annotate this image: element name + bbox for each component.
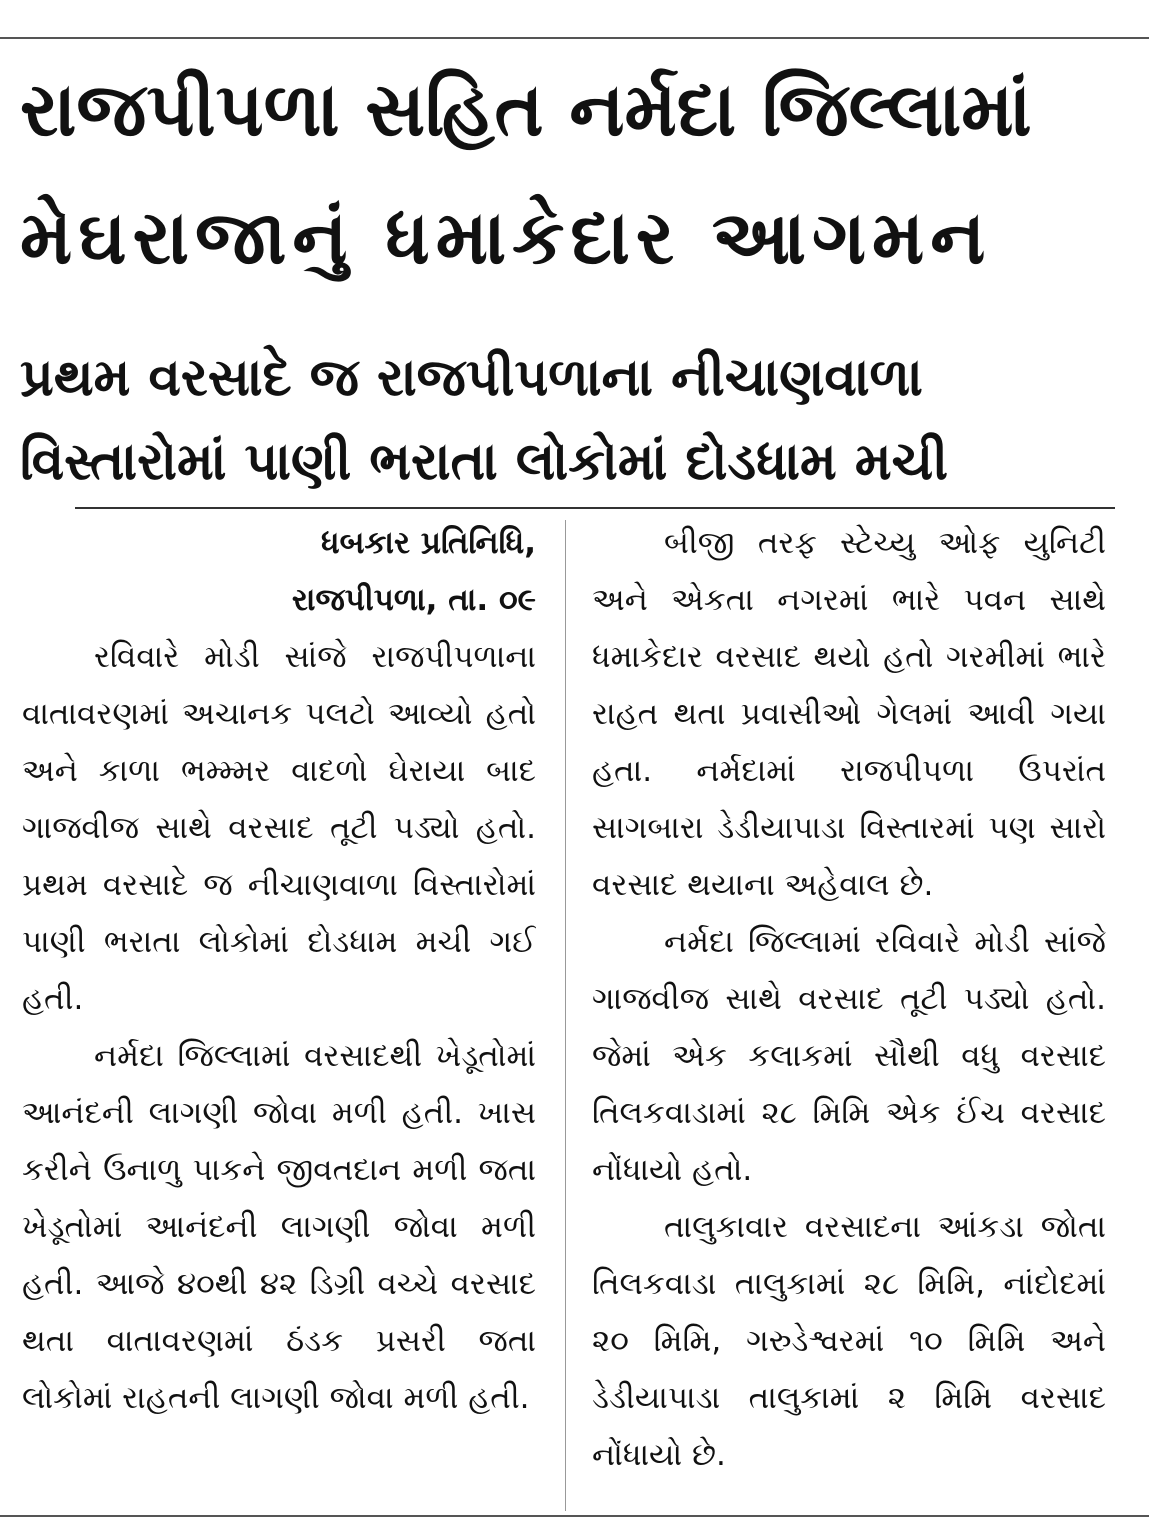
subheadline-line-1: પ્રથમ વરસાદે જ રાજપીપળાના નીચાણવાળા (20, 348, 923, 408)
byline-dateline: રાજપીપળા, તા. ૦૯ (291, 582, 536, 618)
byline-reporter: ધબકાર પ્રતિનિધિ, (321, 525, 536, 561)
headline-line-2: મેઘરાજાનું ધમાકેદાર આગમન (20, 195, 992, 281)
article-paragraph: રવિવારે મોડી સાંજે રાજપીપળાના વાતાવરણમાં અચાનક પલટો આવ્યો હતો અને કાળા ભમ્મ્મર વાદળો ઘેરાયા બાદ ગાજવીજ સાથે વરસાદ તૂટી પડ્યો હતો. પ્રથમ વરસાદે જ નીચાણવાળા વિસ્તારોમાં પાણી ભરાતા લોકોમાં દોડધામ મચી ગઈ હતી. (22, 639, 536, 1017)
headline-divider (75, 507, 1115, 509)
article-column-left (22, 515, 536, 1521)
bottom-rule (0, 1515, 1149, 1517)
headline-line-1: રાજપીપળા સહિત નર્મદા જિલ્લામાં (20, 67, 1032, 153)
article-paragraph: નર્મદા જિલ્લામાં રવિવારે મોડી સાંજે ગાજવીજ સાથે વરસાદ તૂટી પડ્યો હતો. જેમાં એક કલાકમાં સૌથી વધુ વરસાદ તિલકવાડામાં ૨૮ મિમિ એક ઈંચ વરસાદ નોંધાયો હતો. (592, 924, 1106, 1188)
article-paragraph: નર્મદા જિલ્લામાં વરસાદથી ખેડૂતોમાં આનંદની લાગણી જોવા મળી હતી. ખાસ કરીને ઉનાળુ પાકને જીવતદાન મળી જતા ખેડૂતોમાં આનંદની લાગણી જોવા મળી હતી. આજે ૪૦થી ૪૨ ડિગ્રી વચ્ચે વરસાદ થતા વાતાવરણમાં ઠંડક પ્રસરી જતા લોકોમાં રાહતની લાગણી જોવા મળી હતી. (22, 1038, 536, 1416)
subheadline-line-2: વિસ્તારોમાં પાણી ભરાતા લોકોમાં દોડધામ મચી (20, 432, 949, 492)
article-paragraph: તાલુકાવાર વરસાદના આંકડા જોતા તિલકવાડા તાલુકામાં ૨૮ મિમિ, નાંદોદમાં ૨૦ મિમિ, ગરુડેશ્વરમાં ૧૦ મિમિ અને ડેડીયાપાડા તાલુકામાં ૨ મિમિ વરસાદ નોંધાયો છે. (592, 1209, 1106, 1473)
article-paragraph: બીજી તરફ સ્ટેચ્યુ ઓફ યુનિટી અને એકતા નગરમાં ભારે પવન સાથે ધમાકેદાર વરસાદ થયો હતો ગરમીમાં ભારે રાહત થતા પ્રવાસીઓ ગેલમાં આવી ગયા હતા. નર્મદામાં રાજપીપળા ઉપરાંત સાગબારા ડેડીયાપાડા વિસ્તારમાં પણ સારો વરસાદ થયાના અહેવાલ છે. (592, 525, 1106, 903)
top-rule (0, 37, 1149, 39)
article-column-right (592, 515, 1106, 1521)
column-separator (565, 520, 566, 1511)
